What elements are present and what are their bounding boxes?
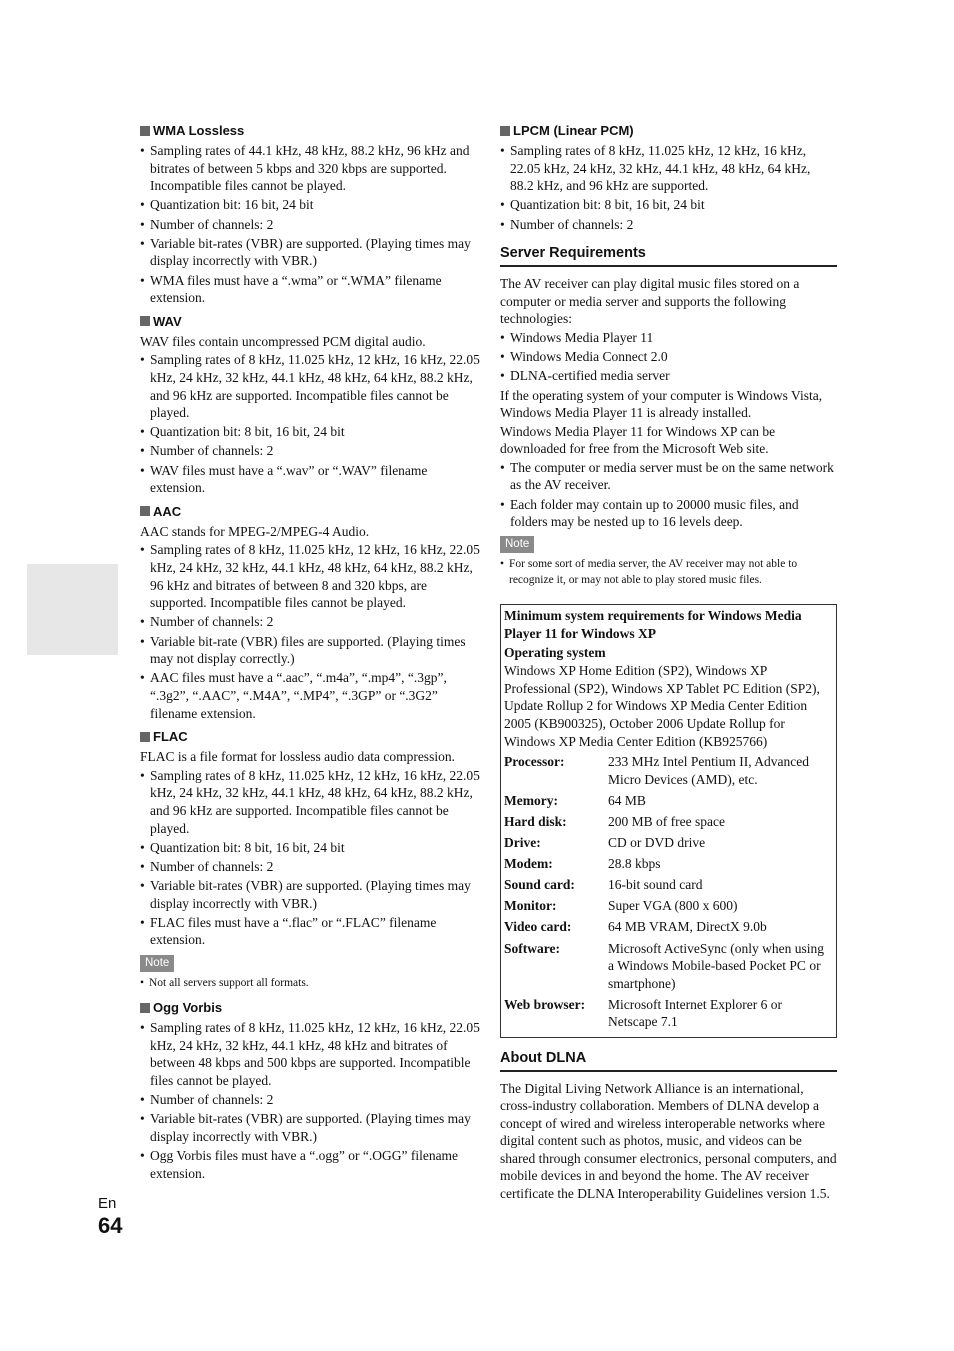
note-text: • Not all servers support all formats. <box>140 976 480 992</box>
bullet-list <box>140 767 480 949</box>
list-item: • Variable bit-rates (VBR) are supported. (Playing times may display incorrectly with VBR.) <box>140 235 480 270</box>
section-about-dlna <box>500 1048 837 1203</box>
row-value: Super VGA (800 x 600) <box>608 898 738 914</box>
row-key: Processor: <box>504 754 565 770</box>
note-text: • For some sort of media server, the AV receiver may not able to recognize it, or may not able to play stored music files. <box>500 557 837 588</box>
section-ogg-vorbis <box>140 999 480 1182</box>
list-item: • DLNA-certified media server <box>500 367 837 385</box>
section-wma-lossless <box>140 122 480 307</box>
row-key: Hard disk: <box>504 813 567 829</box>
left-column <box>140 122 480 1188</box>
note-badge: Note <box>140 955 174 972</box>
list-item: • WAV files must have a “.wav” or “.WAV” filename extension. <box>140 462 480 497</box>
square-bullet-icon <box>140 506 150 516</box>
requirements-title: Minimum system requirements for Windows Media Player 11 for Windows XP <box>504 608 802 642</box>
list-item: • Quantization bit: 16 bit, 24 bit <box>140 196 480 214</box>
list-item: • Windows Media Player 11 <box>500 329 837 347</box>
row-key: Drive: <box>504 835 541 851</box>
system-requirements-box <box>500 604 837 1037</box>
paragraph: If the operating system of your computer is Windows Vista, Windows Media Player 11 is already installed. <box>500 387 823 421</box>
row-key: Memory: <box>504 792 558 808</box>
list-item: • Number of channels: 2 <box>140 442 480 460</box>
list-item: • Sampling rates of 8 kHz, 11.025 kHz, 12 kHz, 16 kHz, 22.05 kHz, 24 kHz, 32 kHz, 44.1 kHz, 48 kHz, 64 kHz, 88.2 kHz, and 96 kHz are supported. Incompatible files cannot be played. <box>140 767 480 837</box>
row-value: Microsoft ActiveSync (only when using a Windows Mobile-based Pocket PC or smartphone) <box>608 940 824 991</box>
table-row <box>504 940 833 996</box>
section-heading: LPCM (Linear PCM) <box>513 123 634 138</box>
table-row <box>504 918 833 939</box>
section-heading: FLAC <box>153 729 188 745</box>
list-item: • Sampling rates of 44.1 kHz, 48 kHz, 88.2 kHz, 96 kHz and bitrates of between 5 kbps and 320 kbps are supported. Incompatible files cannot be played. <box>140 142 480 195</box>
section-heading: WMA Lossless <box>153 123 245 138</box>
requirements-os-text: Windows XP Home Edition (SP2), Windows XP Professional (SP2), Windows XP Tablet PC Edition (SP2), Update Rollup 2 for Windows XP Media Center Edition 2005 (KB900325), October 2006 Update Rollup for Windows XP Media Center Edition (KB925766) <box>504 663 820 749</box>
section-flac <box>140 728 480 991</box>
list-item: • Quantization bit: 8 bit, 16 bit, 24 bit <box>140 423 480 441</box>
list-item: • Sampling rates of 8 kHz, 11.025 kHz, 12 kHz, 16 kHz, 22.05 kHz, 24 kHz, 32 kHz, 44.1 kHz, 48 kHz, 64 kHz, 88.2 kHz, 96 kHz and bitrates of between 8 and 320 kbps, are supported. Incompatible files cannot be played. <box>140 541 480 611</box>
section-title: Server Requirements <box>500 243 837 267</box>
row-value: 64 MB VRAM, DirectX 9.0b <box>608 919 767 935</box>
row-value: 28.8 kbps <box>608 856 661 872</box>
list-item: • Number of channels: 2 <box>140 858 480 876</box>
list-item: • Variable bit-rates (VBR) are supported. (Playing times may display incorrectly with VBR.) <box>140 1110 480 1145</box>
note-badge: Note <box>500 536 534 553</box>
row-key: Modem: <box>504 856 553 872</box>
bullet-list <box>500 459 837 531</box>
square-bullet-icon <box>140 732 150 742</box>
requirements-table <box>504 753 833 1034</box>
square-bullet-icon <box>500 126 510 136</box>
page-lang: En <box>98 1195 117 1212</box>
bullet-list <box>500 142 837 233</box>
section-lpcm <box>500 122 837 233</box>
row-value: Microsoft Internet Explorer 6 or Netscape 7.1 <box>608 996 782 1030</box>
square-bullet-icon <box>140 1003 150 1013</box>
list-item: • Ogg Vorbis files must have a “.ogg” or “.OGG” filename extension. <box>140 1147 480 1182</box>
row-key: Sound card: <box>504 877 575 893</box>
table-row <box>504 897 833 918</box>
list-item: • WMA files must have a “.wma” or “.WMA” filename extension. <box>140 272 480 307</box>
row-value: 233 MHz Intel Pentium II, Advanced Micro Devices (AMD), etc. <box>608 754 809 787</box>
list-item: • Sampling rates of 8 kHz, 11.025 kHz, 12 kHz, 16 kHz, 22.05 kHz, 24 kHz, 32 kHz, 44.1 kHz, 48 kHz, 64 kHz, 88.2 kHz, and 96 kHz are supported. <box>500 142 837 195</box>
section-heading: WAV <box>153 313 182 329</box>
list-item: • Windows Media Connect 2.0 <box>500 348 837 366</box>
square-bullet-icon <box>140 316 150 326</box>
right-column <box>500 122 837 1204</box>
row-key: Software: <box>504 940 560 956</box>
list-item: • Variable bit-rate (VBR) files are supported. (Playing times may not display correctly.) <box>140 633 480 668</box>
table-row <box>504 876 833 897</box>
list-item: • FLAC files must have a “.flac” or “.FLAC” filename extension. <box>140 914 480 949</box>
section-heading: AAC <box>153 503 182 519</box>
square-bullet-icon <box>140 126 150 136</box>
row-key: Video card: <box>504 919 572 935</box>
table-row <box>504 813 833 834</box>
table-row <box>504 855 833 876</box>
list-item: • Variable bit-rates (VBR) are supported. (Playing times may display incorrectly with VBR.) <box>140 877 480 912</box>
table-row <box>504 996 833 1035</box>
section-server-requirements <box>500 243 837 588</box>
list-item: • Quantization bit: 8 bit, 16 bit, 24 bit <box>140 839 480 857</box>
page-number <box>98 1195 122 1239</box>
paragraph: Windows Media Player 11 for Windows XP can be downloaded for free from the Microsoft Web site. <box>500 423 776 457</box>
paragraph: The Digital Living Network Alliance is an international, cross-industry collaboration. Members of DLNA develop a concept of wired and wireless interoperable networks where digital content such as photos, music, and videos can be shared through consumer electronics, personal computers, and mobile devices in and beyond the home. The AV receiver certificate the DLNA Interoperability Guidelines version 1.5. <box>500 1080 837 1202</box>
list-item: • The computer or media server must be on the same network as the AV receiver. <box>500 459 837 494</box>
bullet-list <box>140 1019 480 1182</box>
section-title: About DLNA <box>500 1048 837 1072</box>
side-tab-marker <box>27 564 118 655</box>
requirements-os-label: Operating system <box>504 644 606 660</box>
list-item: • Number of channels: 2 <box>140 1091 480 1109</box>
table-row <box>504 834 833 855</box>
row-key: Web browser: <box>504 996 586 1012</box>
list-item: • Number of channels: 2 <box>140 613 480 631</box>
section-heading: Ogg Vorbis <box>153 1000 223 1016</box>
list-item: • Each folder may contain up to 20000 music files, and folders may be nested up to 16 levels deep. <box>500 496 837 531</box>
bullet-list <box>140 541 480 722</box>
list-item: • Quantization bit: 8 bit, 16 bit, 24 bit <box>500 196 837 214</box>
bullet-list <box>140 351 480 497</box>
bullet-list <box>140 142 480 307</box>
section-intro: FLAC is a file format for lossless audio data compression. <box>140 749 455 765</box>
row-value: CD or DVD drive <box>608 835 706 851</box>
row-value: 16-bit sound card <box>608 877 703 893</box>
list-item: • Sampling rates of 8 kHz, 11.025 kHz, 12 kHz, 16 kHz, 22.05 kHz, 24 kHz, 32 kHz, 44.1 kHz, 48 kHz and bitrates of between 48 kbps and 500 kbps are supported. Incompatible files cannot be played. <box>140 1019 480 1089</box>
row-value: 200 MB of free space <box>608 813 725 829</box>
section-intro: The AV receiver can play digital music files stored on a computer or media server and supports the following technologies: <box>500 276 800 327</box>
section-aac <box>140 503 480 722</box>
list-item: • Number of channels: 2 <box>140 216 480 234</box>
table-row <box>504 792 833 813</box>
table-row <box>504 753 833 792</box>
list-item: • Number of channels: 2 <box>500 216 837 234</box>
section-intro: WAV files contain uncompressed PCM digital audio. <box>140 333 426 349</box>
bullet-list <box>500 329 837 385</box>
section-intro: AAC stands for MPEG-2/MPEG-4 Audio. <box>140 523 370 539</box>
page-number-value: 64 <box>98 1213 123 1238</box>
row-value: 64 MB <box>608 792 646 808</box>
list-item: • AAC files must have a “.aac”, “.m4a”, “.mp4”, “.3gp”, “.3g2”, “.AAC”, “.M4A”, “.MP4”, “.3GP” or “.3G2” filename extension. <box>140 669 480 722</box>
list-item: • Sampling rates of 8 kHz, 11.025 kHz, 12 kHz, 16 kHz, 22.05 kHz, 24 kHz, 32 kHz, 44.1 kHz, 48 kHz, 64 kHz, 88.2 kHz, and 96 kHz are supported. Incompatible files cannot be played. <box>140 351 480 421</box>
row-key: Monitor: <box>504 898 557 914</box>
section-wav <box>140 313 480 497</box>
